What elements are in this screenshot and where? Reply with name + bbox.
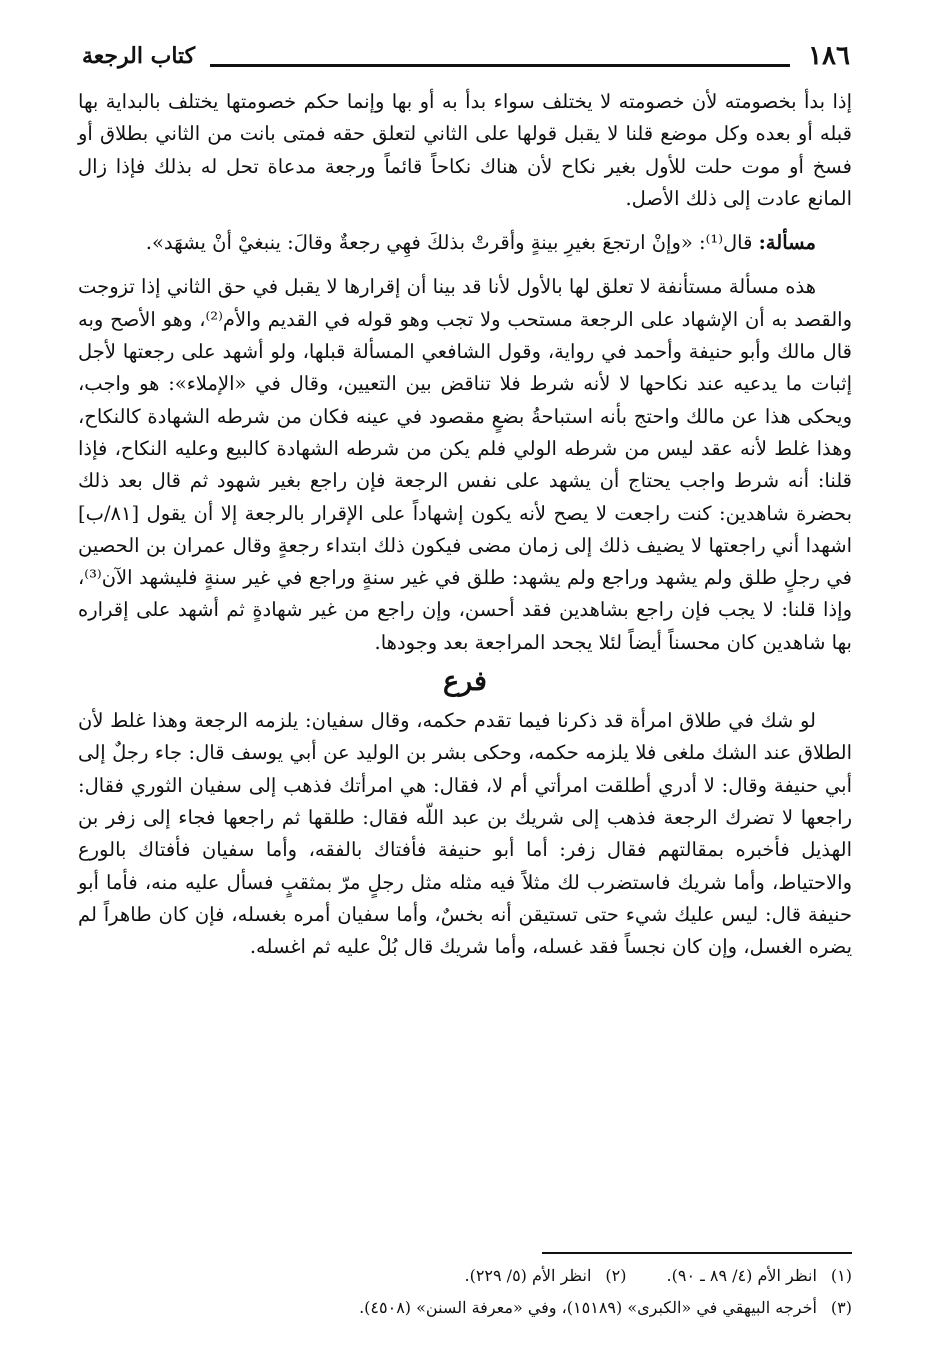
- footnote-number: (٣): [830, 1298, 852, 1317]
- paragraph-commentary: هذه مسألة مستأنفة لا تعلق لها بالأول لأنا قد بينا أن إقرارها لا يقبل في حق الثاني إذا تزوجت والقصد به أن الإشهاد على الرجعة مستحب ولا تجب وهو قوله في القديم والأم⁽²⁾، وهو الأصح وبه قال مالك وأبو حنيفة وأحمد في رواية، وقول الشافعي المسألة قبلها، ولو أشهد على رجعتها لأجل إثبات ما يدعيه عند نكاحها لا لأنه شرط فلا تناقض بين التعيين، وقال في «الإملاء»: هو واجب، ويحكى هذا عن مالك واحتج بأنه استباحةُ بضعٍ مقصود في عينه فكان من شرطه الشهادة كالنكاح، وهذا غلط لأنه عقد ليس من شرطه الولي فلم يكن من شرطه الشهادة كالبيع وعليه النكاح، فإذا قلنا: أنه شرط واجب يحتاج أن يشهد على نفس الرجعة فإن راجع بغير شهود ثم قال بعد ذلك بحضرة شاهدين: كنت راجعت لا يصح لأنه يكون إشهاداً على الإقرار بالرجعة إلا أن يقول [٨١/ب] اشهدا أني راجعتها لا يضيف ذلك إلى زمان مضى فيكون ذلك ابتداء رجعةٍ وقال عمران بن الحصين في رجلٍ طلق ولم يشهد وراجع ولم يشهد: طلق في غير سنةٍ وراجع في غير سنةٍ فليشهد الآن⁽³⁾، وإذا قلنا: لا يجب فإن راجع بشاهدين فقد أحسن، وإن راجع من غير شهادةٍ ثم أشهد على إقراره بها شاهدين كان محسناً أيضاً لئلا يجحد المراجعة بعد وجودها.: [78, 275, 852, 654]
- footnote-rule: [542, 1252, 852, 1254]
- paragraph-far: لو شك في طلاق امرأة قد ذكرنا فيما تقدم حكمه، وقال سفيان: يلزمه الرجعة وهذا غلط لأن الطلاق عند الشك ملغى فلا يلزمه حكمه، وحكى بشر بن الوليد عن أبي يوسف قال: جاء رجلٌ إلى أبي حنيفة وقال: لا أدري أطلقت امرأتي أم لا، فقال: هي امرأتك فذهب إلى سفيان الثوري فقال: راجعها لا تضرك الرجعة فذهب إلى شريك بن عبد اللّه فقال: طلقها ثم راجعها فجاء إلى زفر بن الهذيل فأخبره بمقالتهم فقال زفر: أما أبو حنيفة فأفتاك بالفقه، وأما سفيان فأفتاك بالورع والاحتياط، وأما شريك فاستضرب لك مثلاً فيه مثله مثل رجلٍ مرّ بمثقبٍ فسأل عليه منه، فأما أبو حنيفة قال: ليس عليك شيء حتى تستيقن أنه بخسٌ، وأما سفيان أمره بغسله، فإن كان طاهراً لم يضره الغسل، وإن كان نجساً فقد غسله، وأما شريك قال بُلْ عليه ثم اغسله.: [78, 709, 852, 959]
- footnote-number: (١): [830, 1266, 852, 1285]
- footnote-text: انظر الأم (٤/ ٨٩ ـ ٩٠).: [666, 1266, 817, 1285]
- paragraph-continuation: إذا بدأ بخصومته لأن خصومته لا يختلف سواء بدأ به أو بها وإنما حكم خصومتها يختلف بالبداية بها قبله أو بعده وكل موضع قلنا لا يقبل قولها على الثاني لتعلق حقه فمتى بانت من الثاني بطلاق أو فسخ أو موت حلت للأول بغير نكاح لأن هناك نكاحاً قائماً ورجعة مدعاة تحل له بذلك فإذا زال المانع عادت إلى ذلك الأصل.: [78, 90, 852, 210]
- masala-paragraph: [78, 227, 852, 259]
- section-heading-far: فرع: [443, 666, 487, 698]
- header-rule: [210, 64, 790, 67]
- footnote-1: [667, 1260, 852, 1292]
- main-text: [78, 86, 852, 963]
- page-number: ١٨٦: [808, 41, 850, 71]
- footnote-text: انظر الأم (٥/ ٢٢٩).: [464, 1266, 592, 1285]
- footnote-row: [464, 1260, 852, 1292]
- masala-label: مسألة:: [758, 231, 816, 255]
- footnote-2: [464, 1260, 626, 1292]
- page-header: [82, 36, 850, 76]
- running-title: كتاب الرجعة: [82, 43, 196, 69]
- paragraph-gap: [78, 215, 852, 227]
- paragraph-gap: [78, 259, 852, 271]
- footnote-text: أخرجه البيهقي في «الكبرى» (١٥١٨٩)، وفي «معرفة السنن» (٤٥٠٨).: [359, 1298, 817, 1317]
- masala-text: قال⁽¹⁾: «وإنْ ارتجعَ بغيرِ بينةٍ وأقرتْ بذلكَ فهِي رجعةٌ وقالَ: ينبغيْ أنْ يشهَد».: [145, 231, 759, 255]
- footnote-number: (٢): [605, 1266, 627, 1285]
- footnote-3: [359, 1292, 852, 1324]
- footnote-row: [359, 1292, 852, 1324]
